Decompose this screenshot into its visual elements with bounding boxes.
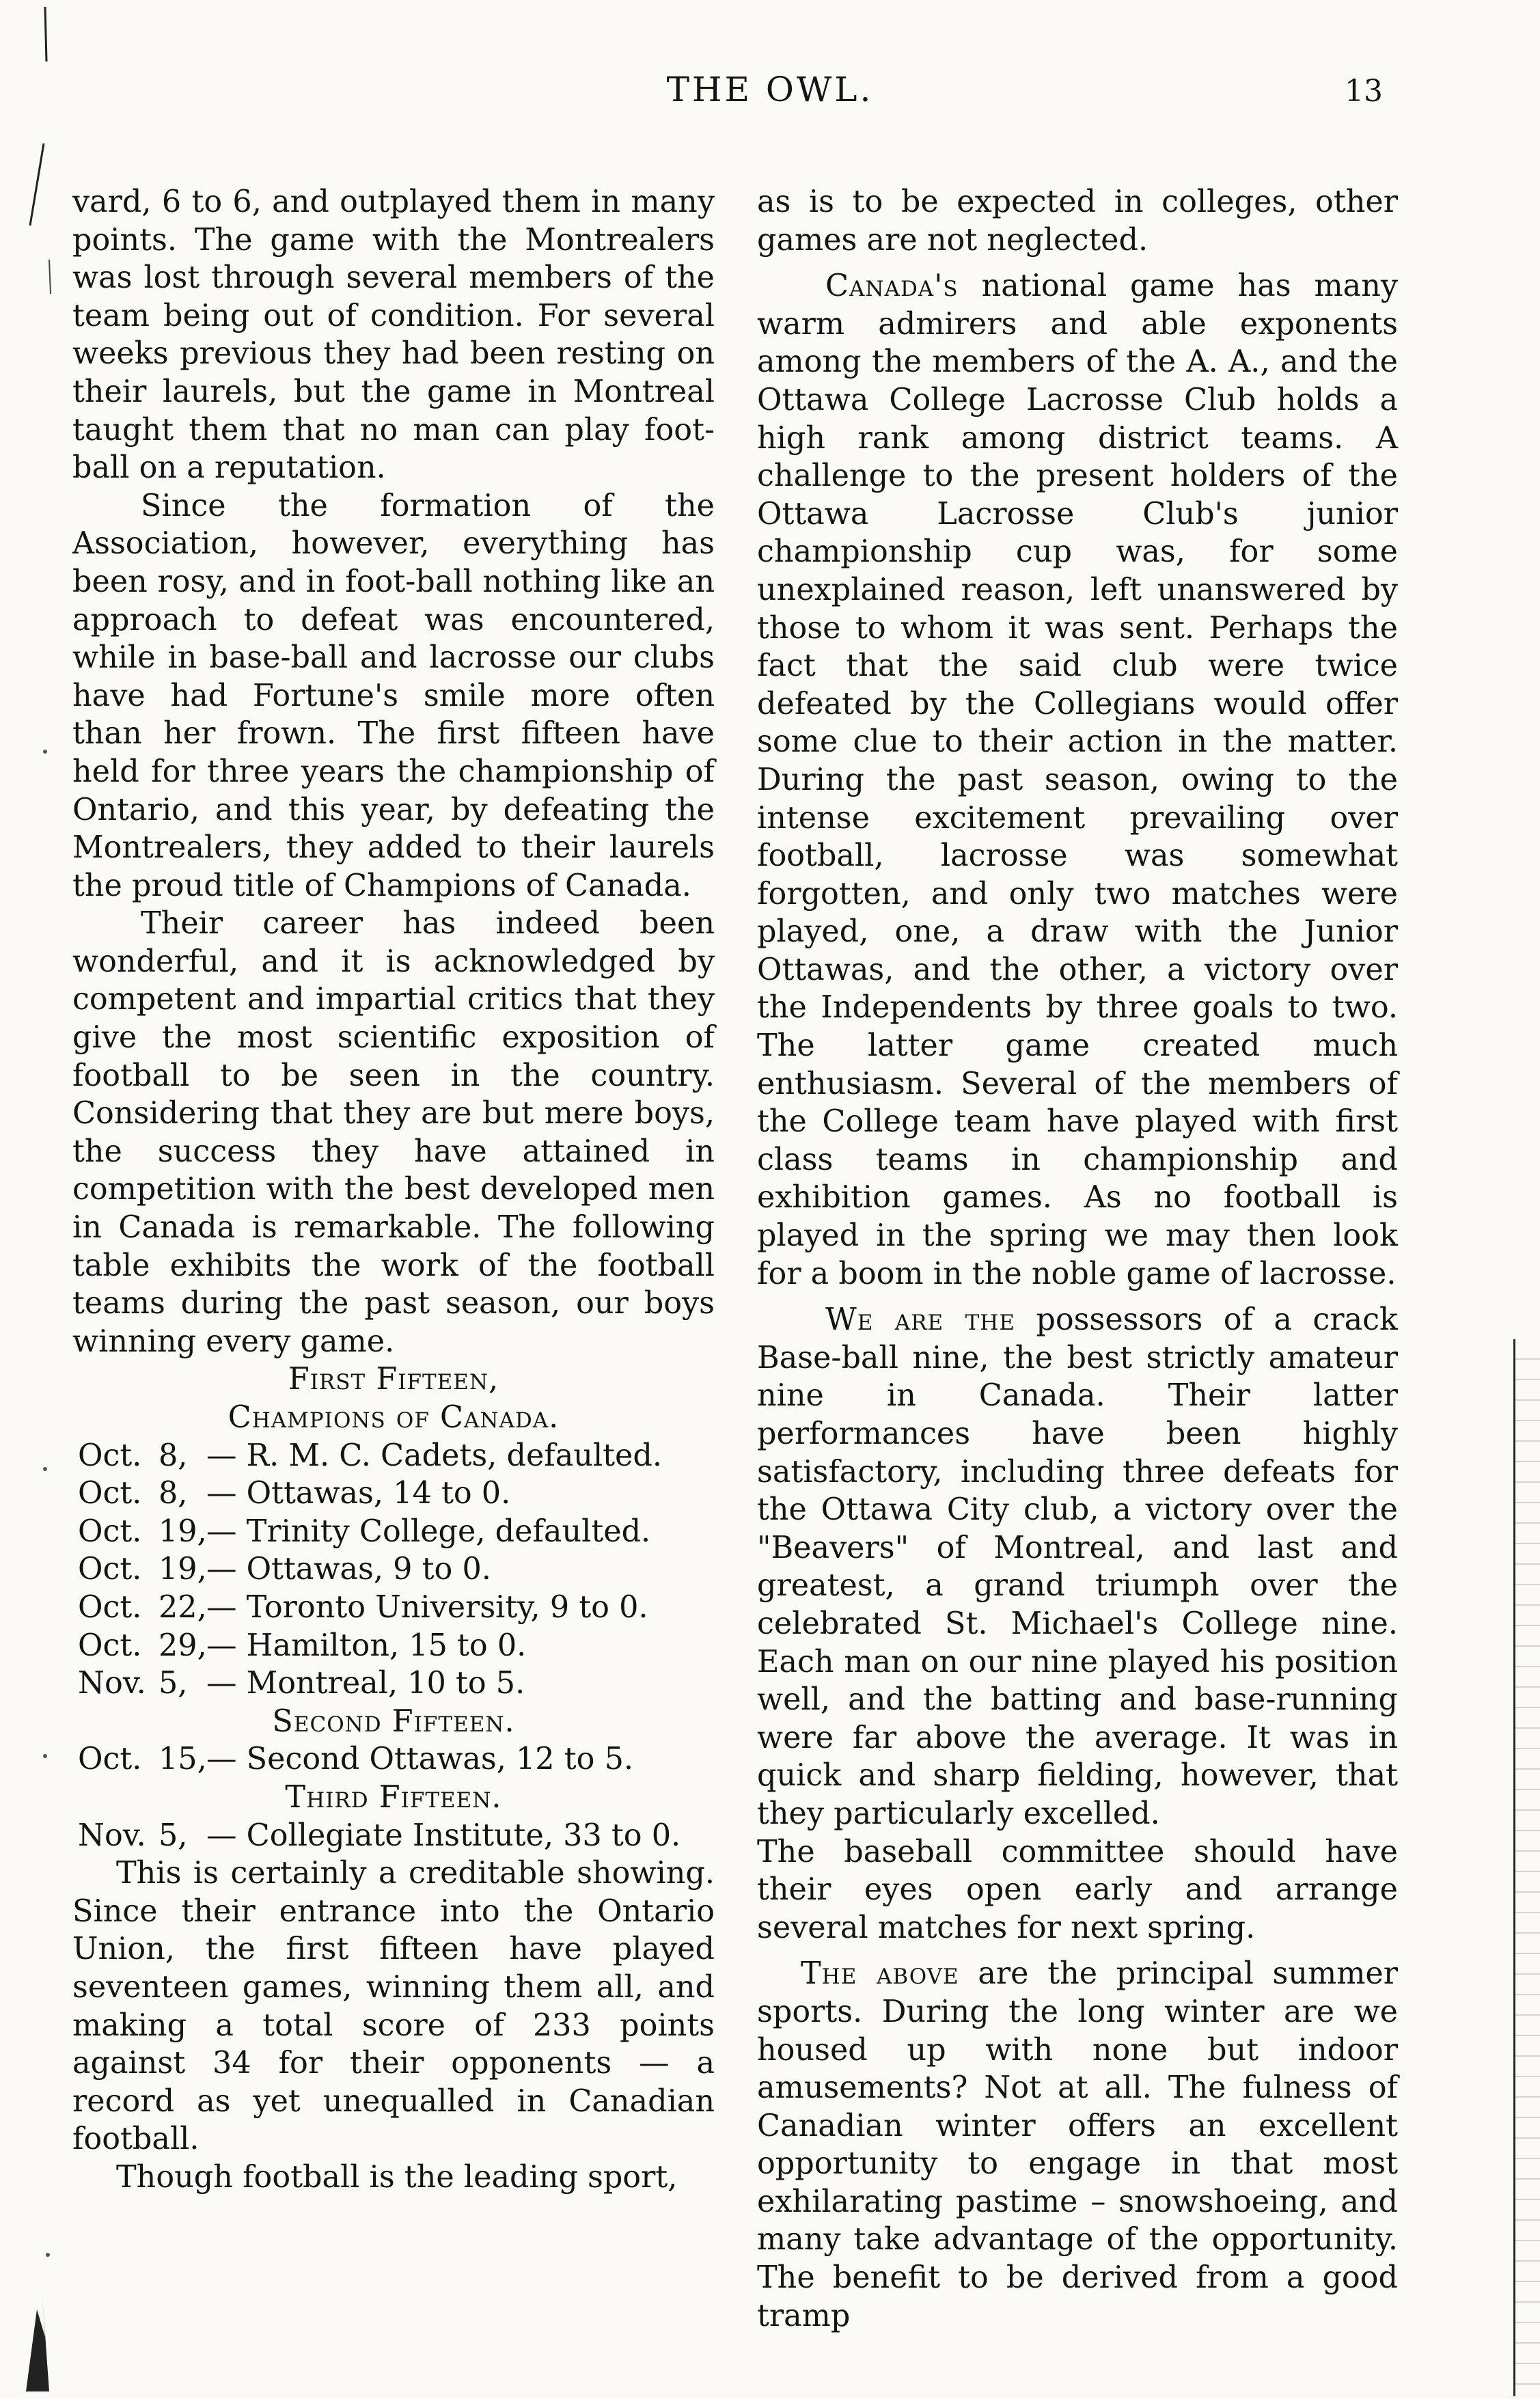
result-row [78,1550,715,1589]
paragraph-committee: The baseball committee should have their eyes open early and arrange several matches for next spring. [757,1834,1398,1945]
paragraph-leading-sport: Though football is the leading sport, [116,2159,678,2195]
result-row [78,1627,715,1665]
baseball-body: possessors of a crack Base-ball nine, the best strictly amateur nine in Canada. Their latter performances have been highly satisfactory, including three defeats for the Ottawa City club, a victory over the "Beavers" of Montreal, and last and greatest, a grand triumph over the celebrated St. Michael's College nine. Each man on our nine played his position well, and the batting and base-running were far above the average. It was in quick and sharp fielding, however, that they particularly excelled. [757,1302,1398,1831]
lacrosse-body: national game has many warm admirers and able exponents among the members of the A. A., and the Ottawa College Lacrosse Club holds a high rank among district teams. A challenge to the present holders of the Ottawa Lacrosse Club's junior championship cup was, for some unexplained reason, left unanswered by those to whom it was sent. Perhaps the fact that the said club were twice defeated by the Collegians would offer some clue to their action in the matter. During the past season, owing to the intense excitement prevailing over football, lacrosse was somewhat forgotten, and only two matches were played, one, a draw with the Junior Ottawas, and the other, a victory over the Independents by three goals to two. The latter game created much enthusiasm. Several of the members of the College team have played with first class teams in championship and exhibition games. As no football is played in the spring we may then look for a boom in the noble game of lacrosse. [757,269,1398,1291]
result-text: — Collegiate Institute, 33 to 0. [206,1818,681,1853]
left-column [72,183,715,2196]
result-text: — Hamilton, 15 to 0. [206,1628,527,1663]
paragraph-colleges: as is to be expected in colleges, other games are not neglected. [757,184,1398,258]
result-text: — Trinity College, defaulted. [206,1513,651,1549]
second-fifteen-results [72,1740,715,1779]
spacer [757,1947,1398,1955]
result-day: 29, [159,1628,207,1663]
paragraph-creditable: This is certainly a creditable showing. Since their entrance into the Ontario Union, the first fifteen have played seventeen games, winning them all, and making a total score of 233 points against 34 for their opponents — a record as yet unequalled in Canadian football. [72,1856,715,2157]
result-row [78,1513,715,1551]
result-text: — Ottawas, 14 to 0. [206,1476,511,1511]
result-text: — Second Ottawas, 12 to 5. [206,1742,634,1777]
right-column [757,183,1398,2335]
result-text: — R. M. C. Cadets, defaulted. [206,1438,663,1473]
paragraph-lacrosse [757,267,1398,1293]
spacer [757,259,1398,267]
result-row [78,1740,715,1779]
winter-lead: The above [801,1956,959,1992]
winter-body: are the principal summer sports. During the long winter are we housed up with none but indoor amusements? Not at all. The fulness of Canadian winter offers an excellent opportunity to engage in that most exhilarating pastime – snowshoeing, and many take advantage of the opportunity. The benefit to be derived from a good tramp [757,1956,1398,2333]
running-title: THE OWL. [666,70,874,109]
result-row [78,1817,715,1855]
page-header [0,63,1540,118]
result-row [78,1437,715,1475]
lacrosse-lead: Canada's [825,269,959,304]
third-fifteen-results [72,1817,715,1855]
result-month: Oct. [78,1476,142,1511]
result-day: 15, [159,1742,207,1777]
result-month: Oct. [78,1742,142,1777]
paragraph-baseball [757,1301,1398,1833]
result-day: 5, [159,1666,188,1701]
result-day: 19, [159,1513,207,1549]
result-month: Oct. [78,1589,142,1625]
result-row [78,1589,715,1627]
spacer [757,1293,1398,1301]
result-day: 8, [159,1438,188,1473]
first-fifteen-results [72,1437,715,1703]
result-day: 8, [159,1476,188,1511]
binding-marks-graphic [25,0,52,2396]
result-text: — Toronto University, 9 to 0. [206,1589,648,1625]
result-day: 5, [159,1818,188,1853]
first-fifteen-heading: First Fifteen, [288,1362,499,1397]
third-fifteen-heading: Third Fifteen. [285,1779,502,1815]
result-row [78,1664,715,1703]
result-month: Nov. [78,1666,146,1701]
result-month: Oct. [78,1552,142,1587]
page-number: 13 [1345,74,1383,109]
result-month: Oct. [78,1513,142,1549]
right-page-edge [1513,1339,1540,2396]
paragraph-career: Their career has indeed been wonderful, and it is acknowledged by competent and impartial critics that they give the most scientific exposition of football to be seen in the country. Considering that they are but mere boys, the success they have attained in competition with the best developed men in Canada is remarkable. The following table exhibits the work of the football teams during the past season, our boys winning every game. [72,906,715,1359]
result-day: 19, [159,1552,207,1587]
baseball-lead: We are the [825,1302,1015,1338]
result-text: — Ottawas, 9 to 0. [206,1552,491,1587]
paragraph-continuation: vard, 6 to 6, and outplayed them in many points. The game with the Montrealers was lost through several members of the team being out of condition. For several weeks previous they had been resting on their laurels, but the game in Montreal taught them that no man can play foot-ball on a reputation. [72,184,715,486]
paragraph-winter [757,1955,1398,2335]
result-day: 22, [159,1589,207,1625]
first-fifteen-subheading: Champions of Canada. [228,1400,560,1435]
result-month: Oct. [78,1438,142,1473]
second-fifteen-heading: Second Fifteen. [272,1703,515,1739]
result-month: Nov. [78,1818,146,1853]
paragraph-association: Since the formation of the Association, however, everything has been rosy, and in foot-ball nothing like an approach to defeat was encountered, while in base-ball and lacrosse our clubs have had Fortune's smile more often than her frown. The first fifteen have held for three years the championship of Ontario, and this year, by defeating the Montrealers, they added to their laurels the proud title of Champions of Canada. [72,488,715,903]
left-binding-edge [25,0,52,2396]
result-text: — Montreal, 10 to 5. [206,1666,525,1701]
result-month: Oct. [78,1628,142,1663]
result-row [78,1475,715,1513]
